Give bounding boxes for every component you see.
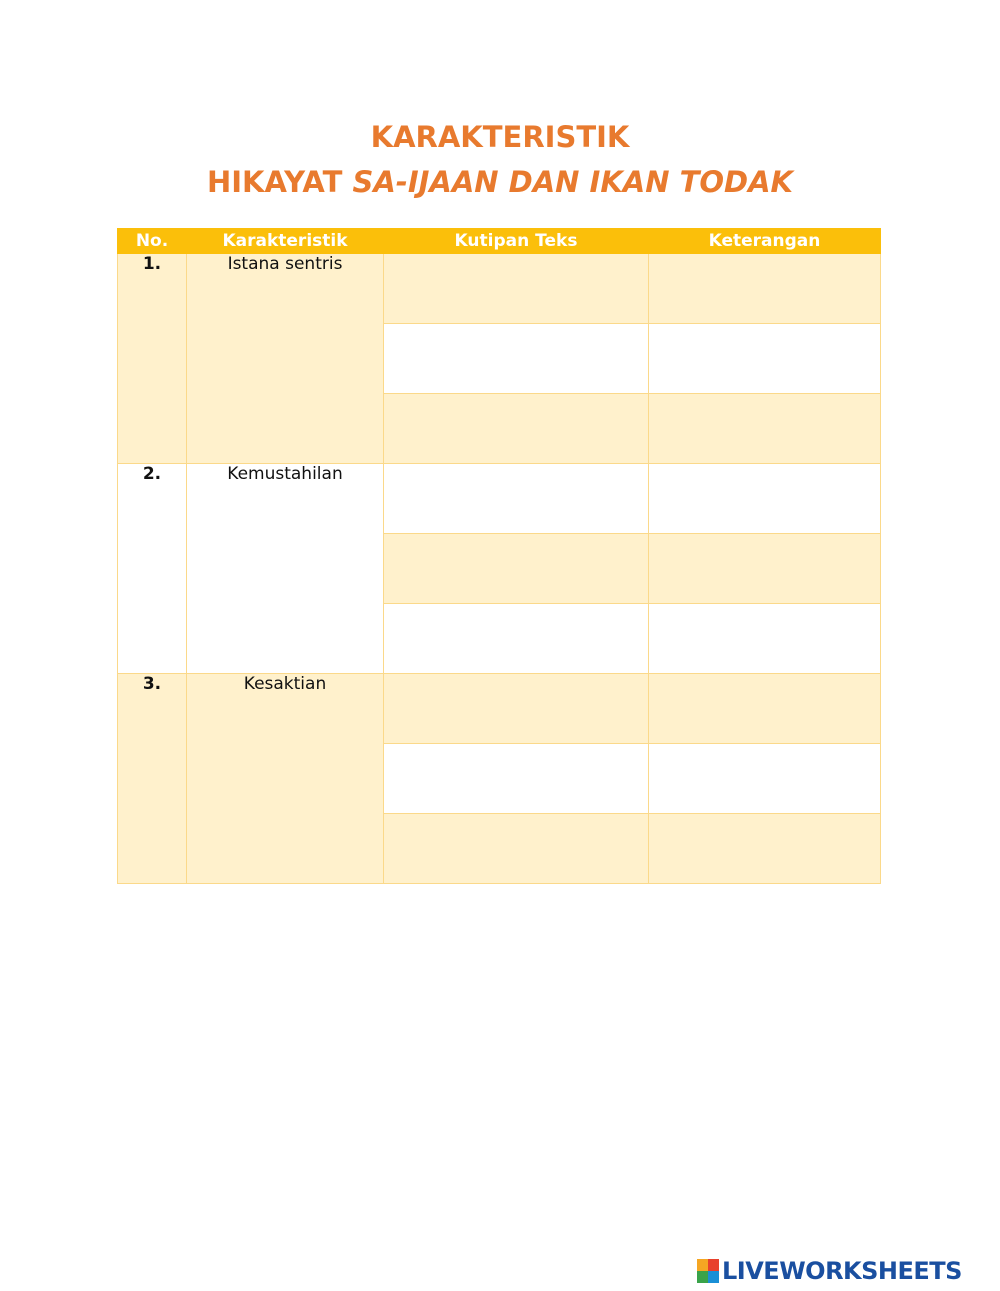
- characteristic-label: Kemustahilan: [187, 464, 384, 674]
- kutipan-teks-field[interactable]: [384, 604, 649, 674]
- page-title: KARAKTERISTIK: [370, 120, 630, 154]
- keterangan-field[interactable]: [649, 254, 881, 324]
- subtitle-prefix: HIKAYAT: [206, 165, 353, 199]
- liveworksheets-logo: [697, 1256, 962, 1286]
- subtitle-story-name: SA-IJAAN DAN IKAN TODAK: [352, 165, 794, 199]
- header-kutipan-teks: Kutipan Teks: [384, 229, 649, 254]
- characteristics-table: [117, 228, 881, 884]
- page-subtitle: [0, 160, 1000, 204]
- table-row: [118, 464, 881, 534]
- keterangan-field[interactable]: [649, 744, 881, 814]
- keterangan-field[interactable]: [649, 814, 881, 884]
- characteristic-label: Istana sentris: [187, 254, 384, 464]
- kutipan-teks-field[interactable]: [384, 674, 649, 744]
- keterangan-field[interactable]: [649, 674, 881, 744]
- kutipan-teks-field[interactable]: [384, 254, 649, 324]
- row-number: 2.: [118, 464, 187, 674]
- liveworksheets-logo-icon: [697, 1259, 719, 1283]
- header-no: No.: [118, 229, 187, 254]
- kutipan-teks-field[interactable]: [384, 394, 649, 464]
- keterangan-field[interactable]: [649, 324, 881, 394]
- row-number: 3.: [118, 674, 187, 884]
- kutipan-teks-field[interactable]: [384, 814, 649, 884]
- table-header-row: [118, 229, 881, 254]
- logo-wordmark: LIVEWORKSHEETS: [722, 1257, 962, 1285]
- header-karakteristik: Karakteristik: [187, 229, 384, 254]
- characteristic-label: Kesaktian: [187, 674, 384, 884]
- table-row: [118, 254, 881, 324]
- kutipan-teks-field[interactable]: [384, 744, 649, 814]
- row-number: 1.: [118, 254, 187, 464]
- header-keterangan: Keterangan: [649, 229, 881, 254]
- keterangan-field[interactable]: [649, 604, 881, 674]
- kutipan-teks-field[interactable]: [384, 534, 649, 604]
- kutipan-teks-field[interactable]: [384, 324, 649, 394]
- kutipan-teks-field[interactable]: [384, 464, 649, 534]
- keterangan-field[interactable]: [649, 464, 881, 534]
- keterangan-field[interactable]: [649, 394, 881, 464]
- table-row: [118, 674, 881, 744]
- keterangan-field[interactable]: [649, 534, 881, 604]
